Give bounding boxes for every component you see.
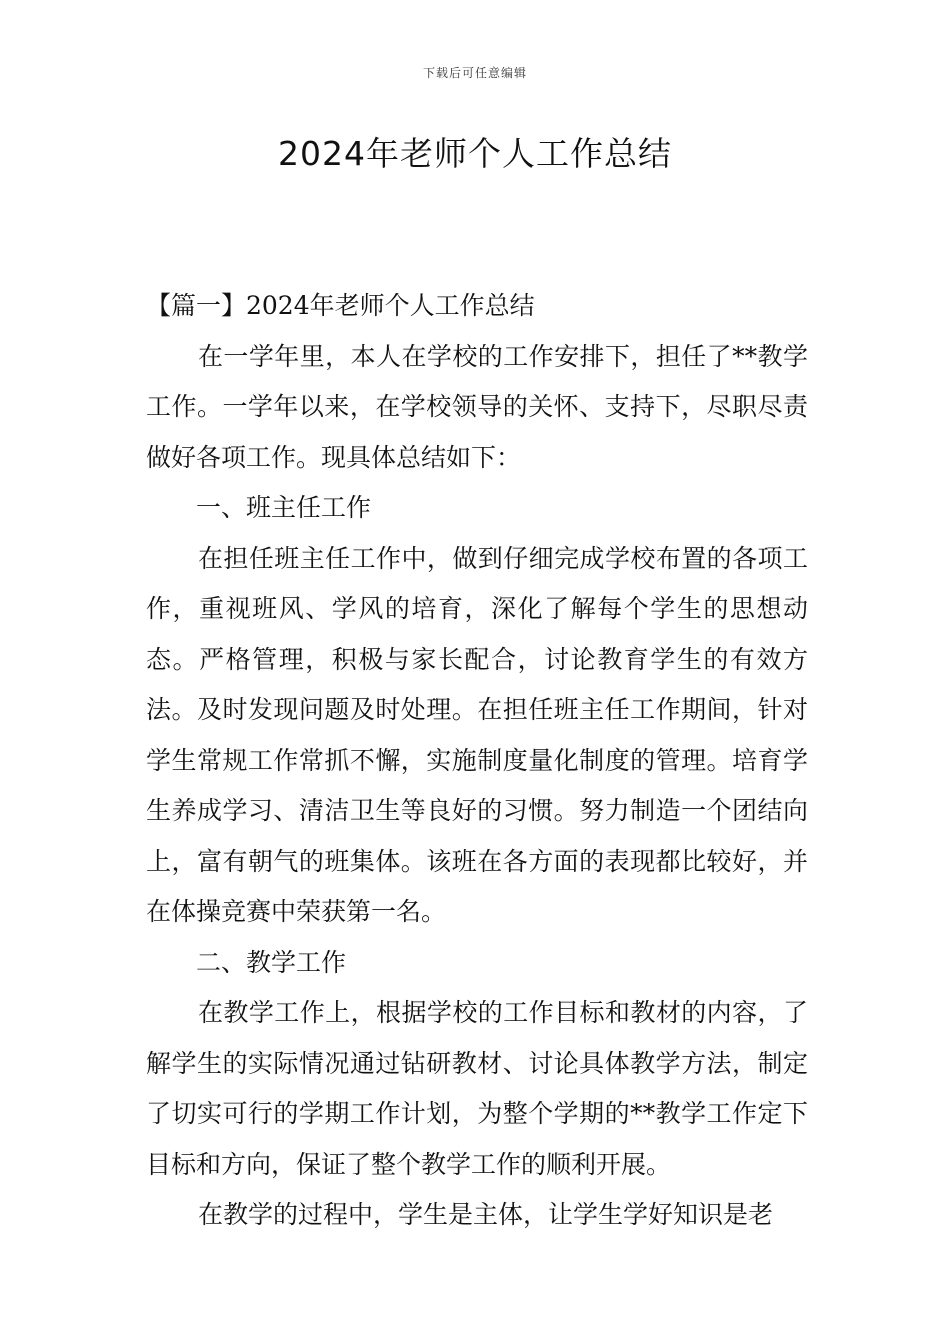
page-header-note: 下载后可任意编辑 [422, 66, 527, 80]
section-body-head-teacher: 在担任班主任工作中，做到仔细完成学校布置的各项工作，重视班风、学风的培育，深化了解每个学生的思想动态。严格管理，积极与家长配合，讨论教育学生的有效方法。及时发现问题及时处理。在担任班主任工作期间，针对学生常规工作常抓不懈，实施制度量化制度的管理。培育学生养成学习、清洁卫生等良好的习惯。努力制造一个团结向上，富有朝气的班集体。该班在各方面的表现都比较好，并在体操竞赛中荣获第一名。 [146, 543, 808, 926]
article-heading: 【篇一】2024年老师个人工作总结 [146, 291, 535, 320]
section-heading-teaching: 二、教学工作 [196, 947, 347, 977]
document-title: 2024年老师个人工作总结 [278, 134, 672, 173]
document-body [146, 281, 808, 1241]
intro-paragraph: 在一学年里，本人在学校的工作安排下，担任了**教学工作。一学年以来，在学校领导的关怀、支持下，尽职尽责做好各项工作。现具体总结如下： [146, 341, 808, 472]
section-body-teaching-continued: 在教学的过程中，学生是主体，让学生学好知识是老 [198, 1200, 774, 1229]
section-heading-head-teacher: 一、班主任工作 [196, 493, 372, 522]
section-body-teaching: 在教学工作上，根据学校的工作目标和教材的内容，了解学生的实际情况通过钻研教材、讨论具体教学方法，制定了切实可行的学期工作计划，为整个学期的**教学工作定下目标和方向，保证了整个教学工作的顺利开展。 [146, 998, 808, 1179]
